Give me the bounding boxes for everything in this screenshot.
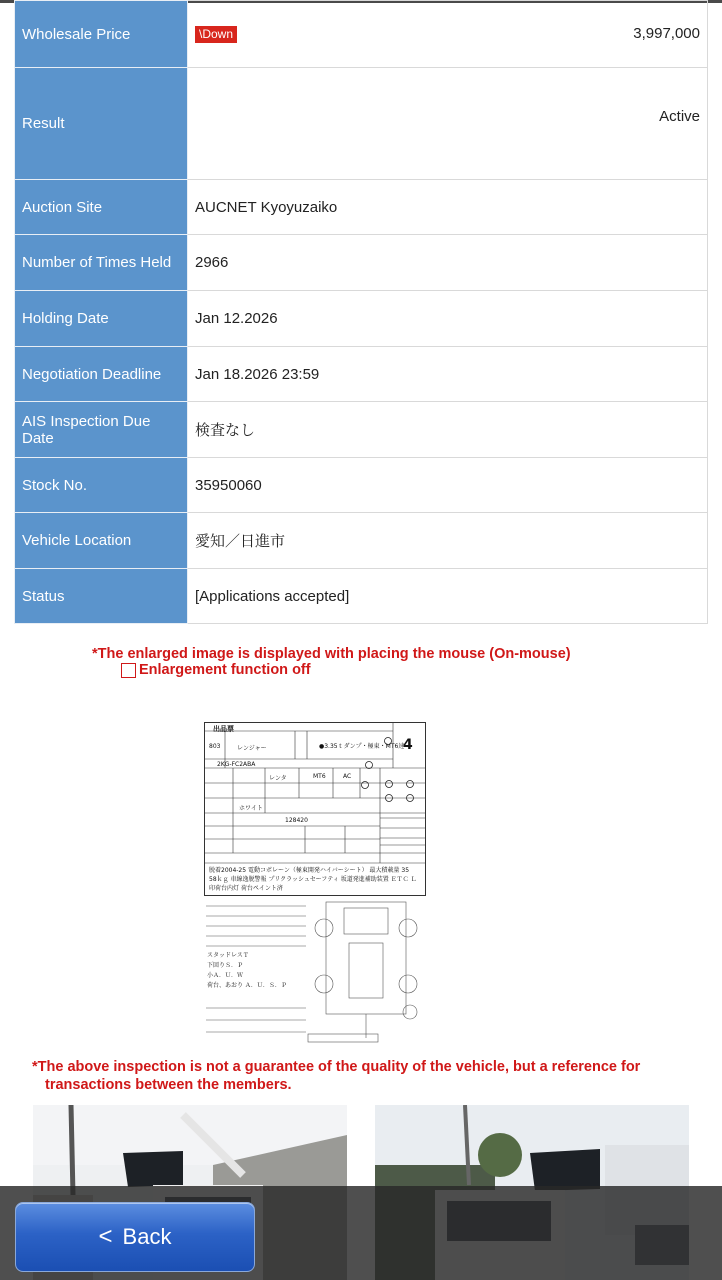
status-link[interactable]: [Applications accepted] [188,569,708,624]
wholesale-price-label: Wholesale Price [15,1,188,68]
enlargement-checkbox[interactable] [121,663,136,678]
enlargement-toggle[interactable] [121,662,311,678]
table-row [15,180,708,235]
disclaimer-line-2: transactions between the members. [45,1077,292,1093]
ais-inspection-label: AIS Inspection Due Date [15,402,188,458]
holding-date-value: Jan 12.2026 [188,291,708,347]
stock-no-value: 35950060 [188,458,708,513]
back-button[interactable] [15,1202,255,1272]
wholesale-price-value: 3,997,000 [633,25,700,43]
sheet-grade: 4 [403,737,413,753]
inspection-disclaimer [32,1058,692,1094]
sheet-transmission: MT6 [313,773,326,780]
table-row [15,235,708,291]
table-row [15,291,708,347]
vehicle-location-label: Vehicle Location [15,513,188,569]
table-row [15,458,708,513]
sheet-bottom-note: 下回りＳ．Ｐ [207,962,244,969]
table-row [15,68,708,180]
times-held-value: 2966 [188,235,708,291]
disclaimer-line-1: *The above inspection is not a guarantee of the quality of the vehicle, but a reference for [32,1059,641,1075]
times-held-label: Number of Times Held [15,235,188,291]
table-row [15,402,708,458]
sheet-chassis: 2KG-FC2ABA [217,761,256,768]
sheet-bottom-note: 荷台、あおり Ａ．Ｕ．Ｓ．Ｐ [207,982,287,989]
sheet-note: 印荷台内灯 荷台ペイント済 [209,885,283,892]
status-label: Status [15,569,188,624]
vehicle-detail-table [14,0,708,624]
negotiation-deadline-label: Negotiation Deadline [15,347,188,402]
sheet-bottom-note: スタッドレスＴ [207,952,249,959]
sheet-color: ホワイト [239,805,263,812]
negotiation-deadline-value: Jan 18.2026 23:59 [188,347,708,402]
result-label: Result [15,68,188,180]
table-row [15,569,708,624]
auction-sheet-diagram[interactable] [204,898,424,1044]
enlarge-notice: *The enlarged image is displayed with placing the mouse (On-mouse) [92,646,571,662]
ais-inspection-value: 検査なし [188,402,708,458]
holding-date-label: Holding Date [15,291,188,347]
sheet-use: レンタ [269,775,287,782]
sheet-title: 出品票 [213,725,234,733]
auction-site-label: Auction Site [15,180,188,235]
table-row [15,1,708,68]
enlargement-toggle-label: Enlargement function off [139,662,311,678]
stock-no-label: Stock No. [15,458,188,513]
auction-site-value: AUCNET Kyoyuzaiko [188,180,708,235]
sheet-lot: 803 [209,743,221,750]
sheet-ac: AC [343,773,352,780]
table-row [15,347,708,402]
chevron-left-icon: < [98,1223,113,1250]
price-down-badge: \Down [195,26,237,43]
sheet-note: 58ｋｇ 車線逸脱警報 プリクラッシュセーフティ 坂道発進補助装置 ＥＴＣ Ｌ [209,876,417,883]
vehicle-location-value: 愛知／日進市 [188,513,708,569]
table-row [15,513,708,569]
result-value: Active [188,68,708,180]
back-button-label: Back [122,1224,172,1249]
sheet-mileage: 128420 [285,817,308,824]
sheet-model: レンジャー [237,745,267,752]
auction-sheet-image[interactable] [204,722,426,896]
sheet-note: 脱着2004-25 電動コボレーン（極東開発ハイバーシート） 最大積載量 35 [209,867,410,874]
sheet-spec: ●3.35ｔダンプ・極東・MT6速 [319,743,405,750]
sheet-bottom-note: 小Ａ．Ｕ．Ｗ [207,972,244,979]
